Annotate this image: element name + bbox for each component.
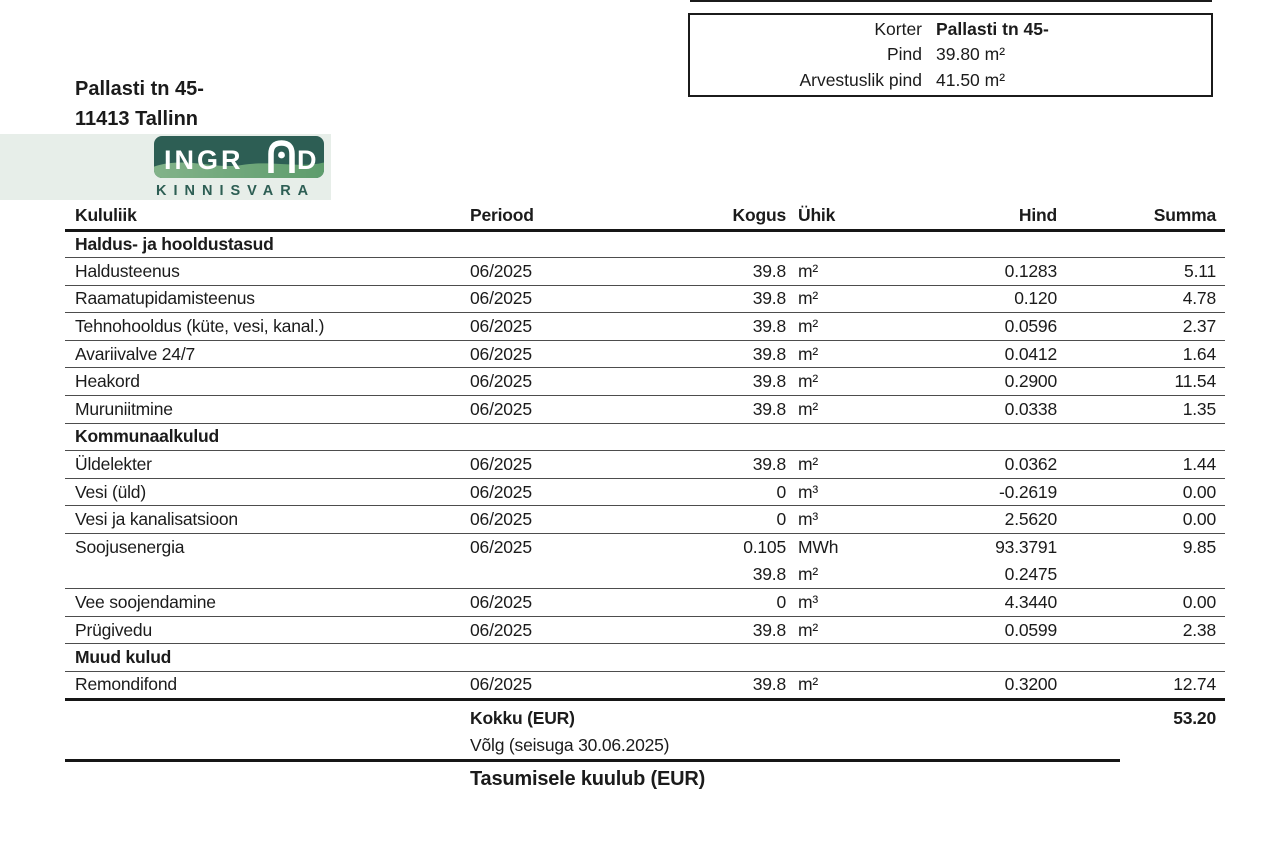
cell-name: Raamatupidamisteenus [65, 285, 470, 313]
property-row-korter [690, 17, 1211, 42]
cell-sum: 5.11 [1057, 258, 1225, 286]
ingrad-kinnisvara-logo [150, 135, 326, 198]
total-value: 53.20 [1173, 708, 1216, 728]
arvestuslik-pind-label: Arvestuslik pind [799, 69, 922, 90]
header-kogus: Kogus [650, 204, 786, 230]
cell-price: 0.1283 [876, 258, 1057, 286]
cell-sum: 1.44 [1057, 451, 1225, 479]
header-uhik: Ühik [786, 204, 876, 230]
cell-price: 0.2475 [1004, 564, 1057, 585]
cell-period: 06/2025 [470, 534, 650, 562]
due-label: Tasumisele kuulub (EUR) [470, 768, 706, 790]
cell-qty: 39.8 [650, 285, 786, 313]
table-header-row [65, 204, 1225, 230]
cell-period: 06/2025 [470, 589, 650, 617]
cell-period [470, 561, 650, 589]
header-kululiik: Kululiik [65, 204, 470, 230]
cell-price: 0.0338 [876, 396, 1057, 424]
table-row [65, 313, 1225, 341]
total-label: Kokku (EUR) [470, 708, 575, 728]
cell-price: 0.0596 [876, 313, 1057, 341]
cell-unit: m² [786, 672, 876, 700]
table-row [65, 258, 1225, 286]
section-label: Haldus- ja hooldustasud [65, 230, 1225, 258]
cell-sum [1057, 561, 1225, 589]
section-row [65, 230, 1225, 258]
property-row-arvestuslik-pind [690, 68, 1211, 93]
cell-period: 06/2025 [470, 451, 650, 479]
cell-qty: 39.8 [650, 368, 786, 396]
cell-sum: 12.74 [1057, 672, 1225, 700]
cell-name: Soojusenergia [65, 534, 470, 562]
cell-sum: 1.35 [1057, 396, 1225, 424]
cell-price: 0.0412 [876, 340, 1057, 368]
cell-qty: 0 [650, 506, 786, 534]
cell-unit: m² [786, 258, 876, 286]
cell-name: Vesi ja kanalisatsioon [65, 506, 470, 534]
address-line-2: 11413 Tallinn [75, 108, 199, 130]
cell-price: 93.3791 [876, 534, 1057, 562]
cell-qty: 0 [650, 589, 786, 617]
debt-label: Võlg (seisuga 30.06.2025) [470, 735, 670, 755]
logo-text-left: INGR [164, 145, 244, 175]
cell-name: Tehnohooldus (küte, vesi, kanal.) [65, 313, 470, 341]
cell-unit: m² [786, 368, 876, 396]
table-row [65, 396, 1225, 424]
table-row [65, 285, 1225, 313]
section-row [65, 423, 1225, 451]
cell-unit: m² [786, 451, 876, 479]
cell-price: 0.0362 [876, 451, 1057, 479]
cell-unit: m² [786, 340, 876, 368]
cell-qty: 39.8 [650, 672, 786, 700]
cell-price: 0.0599 [876, 616, 1057, 644]
cell-sum: 0.00 [1057, 478, 1225, 506]
cell-name [65, 561, 470, 589]
address-line-1: Pallasti tn 45- [75, 78, 204, 100]
header-hind: Hind [876, 204, 1057, 230]
cell-qty: 39.8 [650, 258, 786, 286]
top-partial-rule [690, 0, 1212, 2]
logo-text-right: D [297, 145, 317, 175]
arch-dot-icon [278, 152, 285, 159]
cell-price: 2.5620 [876, 506, 1057, 534]
pind-label: Pind [886, 44, 922, 65]
cell-unit: m² [786, 313, 876, 341]
cell-unit: m² [798, 564, 819, 585]
cost-table [65, 204, 1225, 701]
cell-name: Vesi (üld) [65, 478, 470, 506]
cell-sum: 11.54 [1057, 368, 1225, 396]
cost-table-body [65, 230, 1225, 699]
header-periood: Periood [470, 204, 650, 230]
cell-period: 06/2025 [470, 396, 650, 424]
table-row [65, 478, 1225, 506]
cell-period: 06/2025 [470, 506, 650, 534]
table-row [65, 589, 1225, 617]
cell-period: 06/2025 [470, 368, 650, 396]
cell-period: 06/2025 [470, 285, 650, 313]
cell-sum: 4.78 [1057, 285, 1225, 313]
header-summa: Summa [1057, 204, 1225, 230]
cell-period: 06/2025 [470, 672, 650, 700]
table-row [65, 368, 1225, 396]
property-row-pind [690, 42, 1211, 67]
cell-name: Haldusteenus [65, 258, 470, 286]
table-row [65, 340, 1225, 368]
cost-table-container [65, 204, 1225, 701]
cell-sum: 2.38 [1057, 616, 1225, 644]
section-label: Kommunaalkulud [65, 423, 1225, 451]
cell-unit: m³ [786, 506, 876, 534]
cell-sum: 9.85 [1057, 534, 1225, 562]
cell-unit: MWh [786, 534, 876, 562]
cell-sum: 0.00 [1057, 589, 1225, 617]
cell-price: 0.2900 [876, 368, 1057, 396]
cell-period: 06/2025 [470, 340, 650, 368]
cell-price: -0.2619 [876, 478, 1057, 506]
table-row [65, 451, 1225, 479]
cell-qty: 39.8 [650, 340, 786, 368]
arvestuslik-pind-value: 41.50 m² [936, 69, 1006, 90]
cell-unit: m³ [786, 478, 876, 506]
table-row [65, 534, 1225, 562]
table-row [65, 672, 1225, 700]
recipient-address [75, 74, 204, 134]
cell-qty: 39.8 [650, 616, 786, 644]
korter-label: Korter [874, 19, 922, 40]
cell-name: Remondifond [65, 672, 470, 700]
cell-period: 06/2025 [470, 258, 650, 286]
table-row [65, 616, 1225, 644]
logo-subtitle: KINNISVARA [156, 183, 316, 198]
cell-unit: m² [786, 616, 876, 644]
section-label: Muud kulud [65, 644, 1225, 672]
cell-unit: m² [786, 285, 876, 313]
cell-qty: 39.8 [650, 396, 786, 424]
table-row [65, 561, 1225, 589]
cell-qty: 39.8 [650, 313, 786, 341]
cell-qty: 0.105 [650, 534, 786, 562]
cell-name: Muruniitmine [65, 396, 470, 424]
cell-period: 06/2025 [470, 616, 650, 644]
cell-price: 0.3200 [876, 672, 1057, 700]
cell-sum: 2.37 [1057, 313, 1225, 341]
cell-name: Vee soojendamine [65, 589, 470, 617]
cell-price: 4.3440 [876, 589, 1057, 617]
cell-name: Heakord [65, 368, 470, 396]
cell-unit: m² [786, 396, 876, 424]
property-info-box [688, 13, 1213, 97]
cell-name: Üldelekter [65, 451, 470, 479]
cell-sum: 0.00 [1057, 506, 1225, 534]
cell-name: Avariivalve 24/7 [65, 340, 470, 368]
cell-period: 06/2025 [470, 313, 650, 341]
cell-unit: m³ [786, 589, 876, 617]
table-row [65, 506, 1225, 534]
pind-value: 39.80 m² [936, 44, 1006, 65]
cell-period: 06/2025 [470, 478, 650, 506]
korter-value: Pallasti tn 45- [936, 19, 1049, 40]
cell-sum: 1.64 [1057, 340, 1225, 368]
cell-price: 0.120 [876, 285, 1057, 313]
section-row [65, 644, 1225, 672]
cell-qty: 0 [650, 478, 786, 506]
footer-divider [65, 759, 1120, 762]
cell-qty: 39.8 [650, 451, 786, 479]
cell-name: Prügivedu [65, 616, 470, 644]
cell-qty: 39.8 [752, 564, 786, 585]
